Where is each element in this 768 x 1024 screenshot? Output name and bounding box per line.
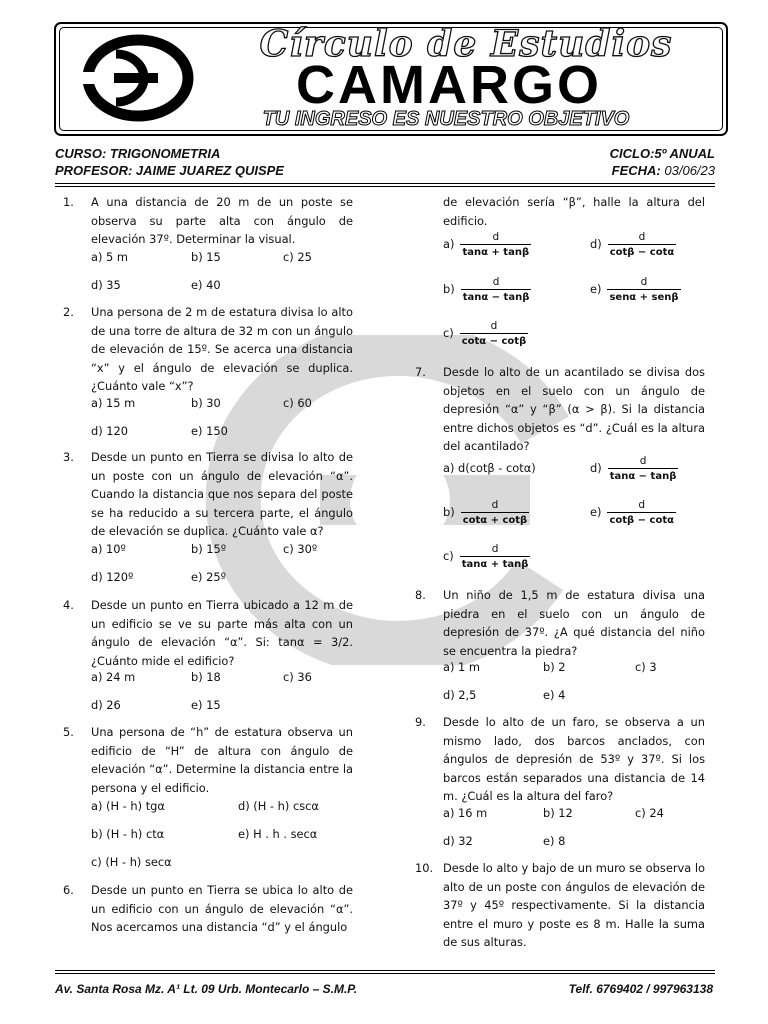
option-fraction: b) $\frac{d}{\cot\alpha + \cot\beta}$ bbox=[443, 499, 528, 526]
option: a) 15 m bbox=[91, 396, 136, 410]
institute-main-title: CAMARGO bbox=[296, 55, 602, 115]
option: e) 40 bbox=[191, 278, 221, 292]
date-value: 03/06/23 bbox=[664, 163, 715, 178]
teacher-info-row bbox=[55, 162, 715, 179]
question-text: Una persona de “h” de estatura observa un edificio de “H” de altura con ángulo de elevación “α”. Determine la distancia entre la persona y el edificio. bbox=[91, 725, 353, 795]
footer-divider-2 bbox=[55, 973, 715, 974]
option: a) (H - h) tgα bbox=[91, 799, 165, 813]
option-fraction: a) $\frac{d}{\tan\alpha + \tan\beta}$ bbox=[443, 231, 530, 258]
course-info-row bbox=[55, 145, 715, 162]
option: d) 2,5 bbox=[443, 688, 477, 702]
date-field bbox=[612, 162, 715, 179]
question-text: Una persona de 2 m de estatura divisa lo alto de una torre de altura de 32 m con un ángulo de elevación de 15º. Se acerca una distancia “x” y el ángulo de elevación se duplica. ¿Cuánto vale “x”? bbox=[91, 305, 353, 394]
question-text: Desde lo alto de un acantilado se divisa dos objetos en el suelo con un ángulo de depresión “α” y “β” (α > β). Si la distancia entre dichos objetos es “d”. ¿Cuál es la altura del acantilado? bbox=[443, 365, 705, 454]
option-fraction: e) $\frac{d}{\text{senα + senβ}}$ bbox=[590, 276, 679, 303]
option: a) 16 m bbox=[443, 806, 488, 820]
option: d) 120 bbox=[91, 424, 129, 438]
cycle-label: CICLO:5º ANUAL bbox=[609, 146, 715, 161]
option: b) 12 bbox=[543, 806, 573, 820]
option: b) 18 bbox=[191, 670, 221, 684]
option: c) (H - h) secα bbox=[91, 855, 172, 869]
option-fraction: d) $\frac{d}{\cot\beta - \cot\alpha}$ bbox=[590, 231, 675, 258]
option: a) 5 m bbox=[91, 250, 129, 264]
option: b) 15 bbox=[191, 250, 221, 264]
option: c) 25 bbox=[283, 250, 312, 264]
option: c) 24 bbox=[635, 806, 664, 820]
option: b) 30 bbox=[191, 396, 221, 410]
question-text: Desde un punto en Tierra se divisa lo alto de un poste con un ángulo de elevación “α”. Cuando la distancia que nos separa del poste se ha reducido a su tercera parte, el ángulo de elevación se duplica. ¿Cuánto vale α? bbox=[91, 450, 353, 539]
footer-address: Av. Santa Rosa Mz. A¹ Lt. 09 Urb. Montecarlo – S.M.P. bbox=[55, 982, 358, 996]
option: a) 10º bbox=[91, 542, 126, 556]
option: d) 120º bbox=[91, 570, 134, 584]
date-label: FECHA: bbox=[611, 163, 661, 178]
question-text: A una distancia de 20 m de un poste se observa su parte alta con ángulo de elevación 37º. Determinar la visual. bbox=[91, 195, 353, 247]
course-label: CURSO: TRIGONOMETRIA bbox=[55, 146, 221, 161]
option: e) 4 bbox=[543, 688, 566, 702]
header-banner bbox=[54, 22, 728, 136]
question-text: Un niño de 1,5 m de estatura divisa una piedra en el suelo con un ángulo de depresión de 37º. ¿A qué distancia del niño se encuentra la piedra? bbox=[443, 588, 705, 658]
camargo-logo-icon bbox=[78, 32, 198, 124]
option: c) 60 bbox=[283, 396, 312, 410]
option: c) 30º bbox=[283, 542, 318, 556]
question-number: 5. bbox=[63, 725, 74, 739]
option-fraction: b) $\frac{d}{\tan\alpha - \tan\beta}$ bbox=[443, 276, 530, 303]
option: b) (H - h) ctα bbox=[91, 827, 165, 841]
option-fraction: d) $\frac{d}{\tan\alpha - \tan\beta}$ bbox=[590, 455, 677, 482]
option: b) 15º bbox=[191, 542, 227, 556]
option: a) 1 m bbox=[443, 660, 481, 674]
option: e) H . h . secα bbox=[238, 827, 318, 841]
option: d) 35 bbox=[91, 278, 121, 292]
question-text: Desde lo alto y bajo de un muro se observa lo alto de un poste con ángulos de elevación de 37º y 45º respectivamente. Si la distancia entre el muro y poste es 8 m. Halle la suma de sus alturas. bbox=[443, 861, 705, 950]
option-fraction: e) $\frac{d}{\cot\beta - \cot\alpha}$ bbox=[590, 499, 674, 526]
question-number: 8. bbox=[415, 588, 426, 602]
option-fraction: c) $\frac{d}{\tan\alpha + \tan\beta}$ bbox=[443, 543, 529, 570]
question-number: 3. bbox=[63, 450, 74, 464]
question-number: 6. bbox=[63, 883, 74, 897]
question-number: 4. bbox=[63, 598, 74, 612]
header-divider bbox=[55, 183, 715, 184]
institute-script-title: Círculo de Estudios bbox=[259, 23, 673, 65]
footer-phone: Telf. 6769402 / 997963138 bbox=[568, 982, 713, 996]
question-text: Desde lo alto de un faro, se observa a un mismo lado, dos barcos anclados, con ángulos de depresión de 53º y 37º. Si los barcos están separados una distancia de 14 m. ¿Cuál es la altura del faro? bbox=[443, 715, 705, 804]
teacher-label: PROFESOR: JAIME JUAREZ QUISPE bbox=[55, 163, 284, 178]
option: b) 2 bbox=[543, 660, 566, 674]
option: e) 25º bbox=[191, 570, 226, 584]
option: c) 36 bbox=[283, 670, 312, 684]
question-number: 1. bbox=[63, 195, 74, 209]
header-divider-2 bbox=[55, 186, 715, 187]
option: c) 3 bbox=[635, 660, 657, 674]
slogan: TU INGRESO ES NUESTRO OBJETIVO bbox=[262, 108, 630, 130]
question-number: 10. bbox=[415, 861, 434, 875]
option: d) 26 bbox=[91, 698, 121, 712]
question-number: 7. bbox=[415, 365, 426, 379]
option: a) 24 m bbox=[91, 670, 136, 684]
question-number: 2. bbox=[63, 305, 74, 319]
option: e) 8 bbox=[543, 834, 566, 848]
question-number: 9. bbox=[415, 715, 426, 729]
option: d) 32 bbox=[443, 834, 473, 848]
footer-divider bbox=[55, 970, 715, 971]
question-text: Desde un punto en Tierra ubicado a 12 m de un edificio se ve su parte más alta con un ángulo de elevación “α”. Si: tanα = 3/2. ¿Cuánto mide el edificio? bbox=[91, 598, 353, 668]
option-fraction: c) $\frac{d}{\cot\alpha - \cot\beta}$ bbox=[443, 320, 527, 347]
option: e) 15 bbox=[191, 698, 221, 712]
option: d) (H - h) cscα bbox=[238, 799, 319, 813]
option: e) 150 bbox=[191, 424, 228, 438]
question-text: de elevación sería “β”, halle la altura del edificio. bbox=[443, 195, 705, 228]
question-text: Desde un punto en Tierra se ubica lo alto de un edificio con un ángulo de elevación “α”. Nos acercamos una distancia “d” y el ángulo bbox=[91, 883, 353, 935]
option: a) d(cotβ - cotα) bbox=[443, 461, 536, 475]
